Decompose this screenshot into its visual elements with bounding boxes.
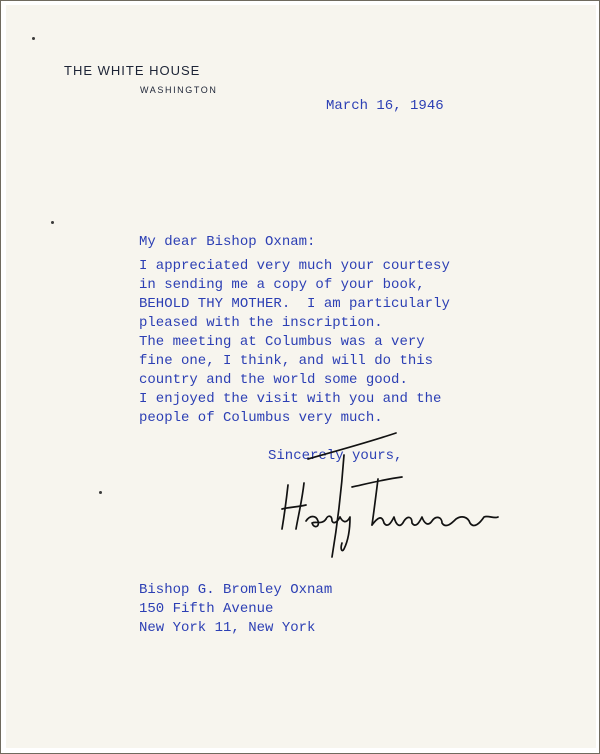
body-line: fine one, I think, and will do this <box>139 353 434 369</box>
body-line: The meeting at Columbus was a very <box>139 334 425 350</box>
paper-speck <box>51 221 54 224</box>
handwritten-signature <box>266 425 526 565</box>
body-line: in sending me a copy of your book, <box>139 277 425 293</box>
recipient-address <box>139 581 332 638</box>
body-paragraph-2 <box>139 333 433 390</box>
paper-speck <box>32 37 35 40</box>
body-line: I enjoyed the visit with you and the <box>139 391 442 407</box>
address-line: Bishop G. Bromley Oxnam <box>139 582 333 598</box>
address-line: New York 11, New York <box>139 620 316 636</box>
letter-sheet <box>6 5 596 748</box>
body-paragraph-1 <box>139 257 450 333</box>
address-line: 150 Fifth Avenue <box>139 601 274 617</box>
letterhead-city: WASHINGTON <box>140 85 218 95</box>
body-line: country and the world some good. <box>139 372 408 388</box>
body-paragraph-3 <box>139 390 441 428</box>
letterhead-title: THE WHITE HOUSE <box>64 63 201 78</box>
body-line: I appreciated very much your courtesy <box>139 258 450 274</box>
paper-speck <box>99 491 102 494</box>
salutation: My dear Bishop Oxnam: <box>139 234 316 250</box>
letter-date: March 16, 1946 <box>326 98 444 114</box>
body-line: people of Columbus very much. <box>139 410 383 426</box>
closing: Sincerely yours, <box>268 448 403 464</box>
body-line: BEHOLD THY MOTHER. I am particularly <box>139 296 450 312</box>
body-line: pleased with the inscription. <box>139 315 383 331</box>
